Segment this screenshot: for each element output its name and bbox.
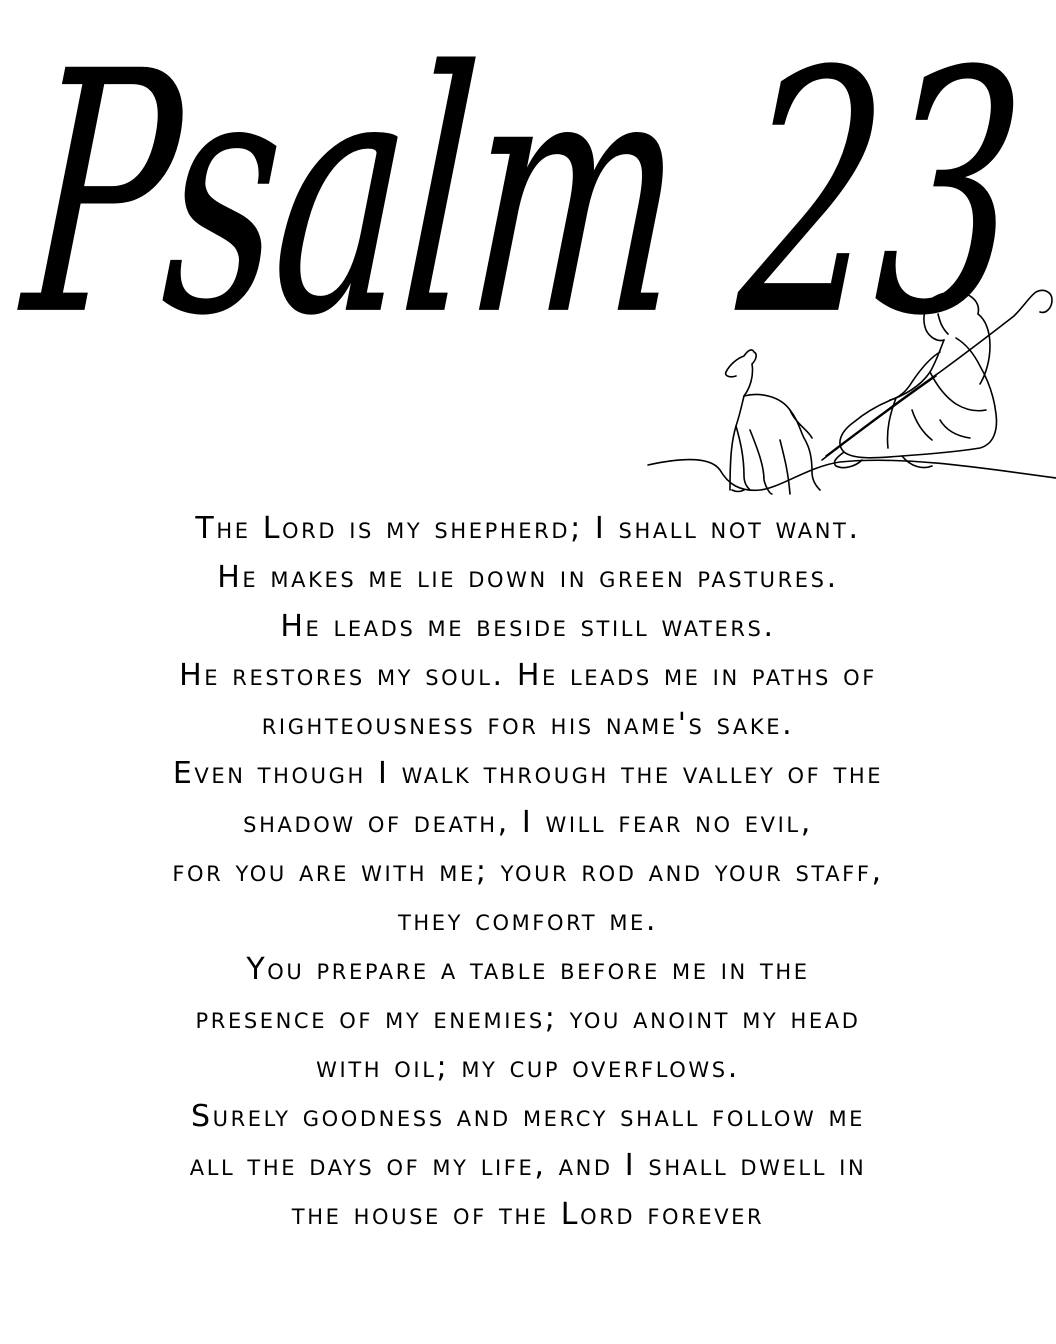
shepherd-lamb-illustration — [640, 280, 1056, 510]
ground-line-icon — [648, 460, 1056, 491]
verse-line: the house of the Lord forever — [291, 1197, 765, 1232]
verse-line: righteousness for his name's sake. — [261, 707, 795, 742]
verse-line: presence of my enemies; you anoint my head — [195, 1001, 861, 1036]
verse-line: He makes me lie down in green pastures. — [217, 560, 839, 595]
verse-line: Even though I walk through the valley of the — [172, 756, 884, 791]
verse-line: they comfort me. — [397, 903, 659, 938]
verse-line: for you are with me; your rod and your staff, — [172, 854, 884, 889]
psalm-verse-text — [60, 504, 996, 1239]
verse-line: shadow of death, I will fear no evil, — [243, 805, 813, 840]
shepherd-icon — [822, 290, 1052, 467]
verse-line: You prepare a table before me in the — [246, 952, 810, 987]
page-title: Psalm 23 — [14, 2, 1030, 390]
verse-line: all the days of my life, and I shall dwell in — [189, 1148, 867, 1183]
verse-line: with oil; my cup overflows. — [316, 1050, 740, 1085]
verse-line: He leads me beside still waters. — [280, 609, 776, 644]
verse-line: He restores my soul. He leads me in paths of — [179, 658, 877, 693]
verse-line: The Lord is my shepherd; I shall not want. — [195, 511, 861, 546]
verse-line: Surely goodness and mercy shall follow me — [190, 1099, 866, 1134]
